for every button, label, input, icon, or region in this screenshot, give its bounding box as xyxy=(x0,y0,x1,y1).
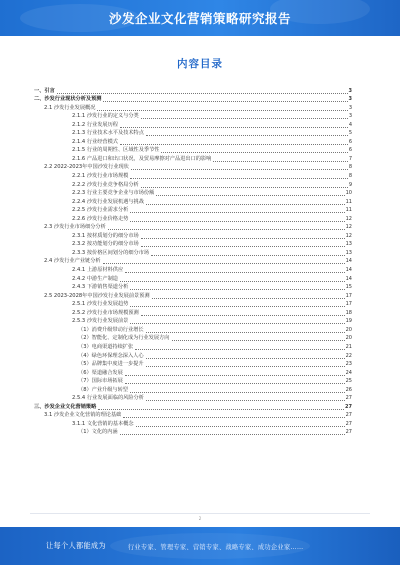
toc-entry-page: 14 xyxy=(345,267,352,274)
toc-entry-text: 2.2.1 沙发行业市场规模 xyxy=(72,173,129,180)
toc-leader-dots xyxy=(97,105,347,111)
toc-entry-text: （5）品牌集中度进一步提升 xyxy=(78,361,144,368)
toc-entry[interactable] xyxy=(34,240,352,249)
toc-leader-dots xyxy=(141,241,345,247)
toc-entry-text: 2.2.6 沙发行业价格走势 xyxy=(72,215,129,222)
toc-entry-text: 2.5.1 沙发行业发展趋势 xyxy=(72,301,129,308)
toc-entry-text: 2.1.5 行业的周期性、区域性及季节性 xyxy=(72,147,160,154)
toc-entry[interactable] xyxy=(34,146,352,155)
toc-entry[interactable] xyxy=(34,291,352,300)
toc-entry-page: 8 xyxy=(348,164,352,171)
toc-entry-page: 27 xyxy=(345,395,352,402)
toc-entry-page: 3 xyxy=(348,87,352,94)
toc-entry-text: （8）产业升级与转型 xyxy=(78,386,128,393)
toc-entry[interactable] xyxy=(34,137,352,146)
toc-entry-text: 3.1.1 文化营销的基本概念 xyxy=(72,420,134,427)
toc-leader-dots xyxy=(120,122,348,128)
toc-entry-page: 12 xyxy=(345,224,352,231)
toc-entry-text: （1）消费升级带动行业增长 xyxy=(78,326,144,333)
toc-leader-dots xyxy=(103,258,345,264)
toc-entry-page: 12 xyxy=(345,232,352,239)
toc-entry[interactable] xyxy=(34,231,352,240)
toc-entry[interactable] xyxy=(34,189,352,198)
toc-entry-text: 2.3.2 按功能划分的细分市场 xyxy=(72,241,139,248)
toc-entry-page: 27 xyxy=(345,403,352,410)
toc-entry[interactable] xyxy=(34,300,352,309)
toc-entry-text: （7）国际市场拓展 xyxy=(78,378,123,385)
toc-entry-page: 20 xyxy=(345,326,352,333)
toc-entry-page: 15 xyxy=(345,284,352,291)
toc-entry-page: 14 xyxy=(345,258,352,265)
toc-entry-text: 2.2.3 行业主要竞争企业与市场份额 xyxy=(72,190,155,197)
toc-entry-text: 2.5.4 行业发展面临的风险分析 xyxy=(72,395,144,402)
toc-entry-text: 2.3 沙发行业市场细分分析 xyxy=(44,224,106,231)
toc-entry[interactable] xyxy=(34,317,352,326)
toc-entry[interactable] xyxy=(34,86,352,95)
toc-leader-dots xyxy=(146,353,345,359)
toc-entry-page: 4 xyxy=(348,121,352,128)
toc-entry-text: 3.1 沙发企业文化营销的理论基础 xyxy=(44,412,122,419)
toc-entry[interactable] xyxy=(34,377,352,386)
toc-leader-dots xyxy=(130,207,344,213)
toc-entry[interactable] xyxy=(34,129,352,138)
toc-entry[interactable] xyxy=(34,95,352,104)
toc-entry[interactable] xyxy=(34,428,352,437)
toc-leader-dots xyxy=(103,96,347,102)
toc-leader-dots xyxy=(120,429,345,435)
toc-entry-text: （1）文化的内涵 xyxy=(78,429,118,436)
toc-leader-dots xyxy=(108,224,345,230)
toc-entry[interactable] xyxy=(34,342,352,351)
toc-leader-dots xyxy=(156,190,344,196)
toc-entry[interactable] xyxy=(34,360,352,369)
toc-leader-dots xyxy=(141,113,348,119)
toc-leader-dots xyxy=(146,130,348,136)
footer-divider xyxy=(30,513,370,514)
toc-entry[interactable] xyxy=(34,411,352,420)
toc-entry[interactable] xyxy=(34,206,352,215)
toc-entry-text: 2.4 沙发行业产业链分析 xyxy=(44,258,101,265)
toc-entry[interactable] xyxy=(34,214,352,223)
toc-leader-dots xyxy=(135,344,344,350)
toc-leader-dots xyxy=(213,156,347,162)
toc-leader-dots xyxy=(57,88,348,94)
toc-entry-text: （4）绿色环保理念深入人心 xyxy=(78,352,144,359)
toc-entry[interactable] xyxy=(34,325,352,334)
toc-entry-text: 二、沙发行业现状分析及预测 xyxy=(34,96,102,103)
toc-entry[interactable] xyxy=(34,154,352,163)
toc-leader-dots xyxy=(146,327,345,333)
toc-entry-page: 3 xyxy=(348,96,352,103)
toc-entry-page: 24 xyxy=(345,369,352,376)
toc-entry-page: 10 xyxy=(345,190,352,197)
toc-entry[interactable] xyxy=(34,223,352,232)
toc-entry-page: 7 xyxy=(348,155,352,162)
toc-entry-text: 2.1 沙发行业发展概况 xyxy=(44,104,96,111)
toc-entry[interactable] xyxy=(34,394,352,403)
toc-entry[interactable] xyxy=(34,419,352,428)
toc-entry-page: 6 xyxy=(348,147,352,154)
toc-entry-page: 14 xyxy=(345,275,352,282)
toc-entry-page: 26 xyxy=(345,386,352,393)
toc-entry-text: 一、引言 xyxy=(34,87,55,94)
footer-roles: 行业专家、管理专家、营销专家、战略专家、成功企业家…… xyxy=(127,543,304,551)
toc-entry-page: 5 xyxy=(348,130,352,137)
toc-leader-dots xyxy=(141,310,345,316)
toc-entry-text: （2）智能化、定制化成为行业发展方向 xyxy=(78,335,170,342)
toc-entry-page: 3 xyxy=(348,104,352,111)
toc-entry-page: 6 xyxy=(348,138,352,145)
toc-entry[interactable] xyxy=(34,257,352,266)
toc-leader-dots xyxy=(125,378,345,384)
toc-entry[interactable] xyxy=(34,334,352,343)
toc-entry[interactable] xyxy=(34,283,352,292)
toc-entry-text: 2.1.1 沙发行业的定义与分类 xyxy=(72,113,139,120)
toc-entry[interactable] xyxy=(34,308,352,317)
toc-entry-text: 2.1.4 行业经营模式 xyxy=(72,138,118,145)
toc-leader-dots xyxy=(123,412,344,418)
toc-entry[interactable] xyxy=(34,112,352,121)
toc-entry-text: 2.5.2 沙发行业市场规模预测 xyxy=(72,309,139,316)
toc-entry-page: 19 xyxy=(345,318,352,325)
toc-heading: 内容目录 xyxy=(177,58,223,70)
toc-leader-dots xyxy=(172,335,345,341)
footer-banner xyxy=(0,527,400,565)
toc-leader-dots xyxy=(131,164,348,170)
toc-entry-page: 21 xyxy=(345,343,352,350)
toc-leader-dots xyxy=(130,216,344,222)
toc-leader-dots xyxy=(120,139,348,145)
report-header-banner xyxy=(0,0,400,36)
toc-entry-page: 22 xyxy=(345,352,352,359)
toc-entry[interactable] xyxy=(34,402,352,411)
toc-leader-dots xyxy=(98,404,344,410)
toc-leader-dots xyxy=(152,293,345,299)
toc-leader-dots xyxy=(141,182,348,188)
toc-entry-page: 9 xyxy=(348,181,352,188)
toc-entry-text: 2.1.6 产品进口和出口状况，及贸易摩擦对产品进出口的影响 xyxy=(72,155,212,162)
toc-entry-text: 2.2 2022-2023年中国沙发行业现状 xyxy=(44,164,129,171)
page-number: 2 xyxy=(198,516,202,521)
toc-entry-text: 2.2.5 沙发行业需求分析 xyxy=(72,207,129,214)
toc-entry-page: 17 xyxy=(345,292,352,299)
toc-leader-dots xyxy=(120,276,345,282)
report-title: 沙发企业文化营销策略研究报告 xyxy=(108,11,291,26)
toc-entry-text: （3）电商渠道持续扩张 xyxy=(78,343,134,350)
toc-entry-page: 13 xyxy=(345,249,352,256)
toc-entry[interactable] xyxy=(34,197,352,206)
toc-entry-text: 2.2.2 沙发行业竞争格局分析 xyxy=(72,181,139,188)
toc-entry-page: 11 xyxy=(345,207,352,214)
toc-entry[interactable] xyxy=(34,180,352,189)
toc-entry-page: 27 xyxy=(345,420,352,427)
toc-entry[interactable] xyxy=(34,120,352,129)
toc-entry-page: 27 xyxy=(345,429,352,436)
toc-entry-page: 20 xyxy=(345,335,352,342)
toc-entry[interactable] xyxy=(34,265,352,274)
toc-entry[interactable] xyxy=(34,163,352,172)
toc-leader-dots xyxy=(151,250,345,256)
toc-leader-dots xyxy=(146,395,345,401)
toc-entry[interactable] xyxy=(34,351,352,360)
toc-entry-page: 18 xyxy=(345,309,352,316)
toc-entry-text: 三、沙发企业文化营销策略 xyxy=(34,403,97,410)
toc-leader-dots xyxy=(141,233,345,239)
toc-leader-dots xyxy=(125,370,345,376)
toc-leader-dots xyxy=(130,284,344,290)
toc-leader-dots xyxy=(130,387,345,393)
toc-leader-dots xyxy=(136,421,345,427)
toc-entry[interactable] xyxy=(34,103,352,112)
toc-entry-page: 23 xyxy=(345,361,352,368)
toc-leader-dots xyxy=(130,173,347,179)
toc-entry[interactable] xyxy=(34,368,352,377)
toc-leader-dots xyxy=(161,147,347,153)
toc-entry-text: 2.3.1 按材质划分的细分市场 xyxy=(72,232,139,239)
toc-leader-dots xyxy=(125,267,344,273)
toc-entry-page: 25 xyxy=(345,378,352,385)
toc-entry-text: 2.3.3 按价格区间划分的细分市场 xyxy=(72,249,150,256)
toc-entry-text: 2.1.3 行业技术水平及技术特点 xyxy=(72,130,144,137)
toc-leader-dots xyxy=(146,361,345,367)
toc-leader-dots xyxy=(130,318,344,324)
toc-leader-dots xyxy=(130,301,344,307)
toc-entry[interactable] xyxy=(34,171,352,180)
toc-entry[interactable] xyxy=(34,385,352,394)
toc-leader-dots xyxy=(146,199,345,205)
toc-entry-text: （6）渠道融合发展 xyxy=(78,369,123,376)
toc-entry-text: 2.2.4 沙发行业发展机遇与挑战 xyxy=(72,198,144,205)
toc-entry-page: 27 xyxy=(345,412,352,419)
toc-entry-text: 2.4.3 下游销售渠道分析 xyxy=(72,284,129,291)
toc-entry-text: 2.5 2023-2028年中国沙发行业发展前景预测 xyxy=(44,292,150,299)
toc-entry-page: 17 xyxy=(345,301,352,308)
toc-entry-text: 2.1.2 行业发展历程 xyxy=(72,121,118,128)
toc-entry-page: 3 xyxy=(348,113,352,120)
toc-entry-text: 2.4.1 上游原材料供应 xyxy=(72,267,124,274)
toc-entry[interactable] xyxy=(34,274,352,283)
toc-entry-page: 12 xyxy=(345,215,352,222)
toc-entry-page: 8 xyxy=(348,173,352,180)
table-of-contents xyxy=(34,86,352,436)
toc-entry[interactable] xyxy=(34,248,352,257)
toc-entry-text: 2.4.2 中游生产制造 xyxy=(72,275,118,282)
footer-slogan: 让每个人都能成为 xyxy=(46,541,106,550)
toc-entry-text: 2.5.3 沙发行业发展前景 xyxy=(72,318,129,325)
toc-entry-page: 11 xyxy=(345,198,352,205)
toc-entry-page: 13 xyxy=(345,241,352,248)
